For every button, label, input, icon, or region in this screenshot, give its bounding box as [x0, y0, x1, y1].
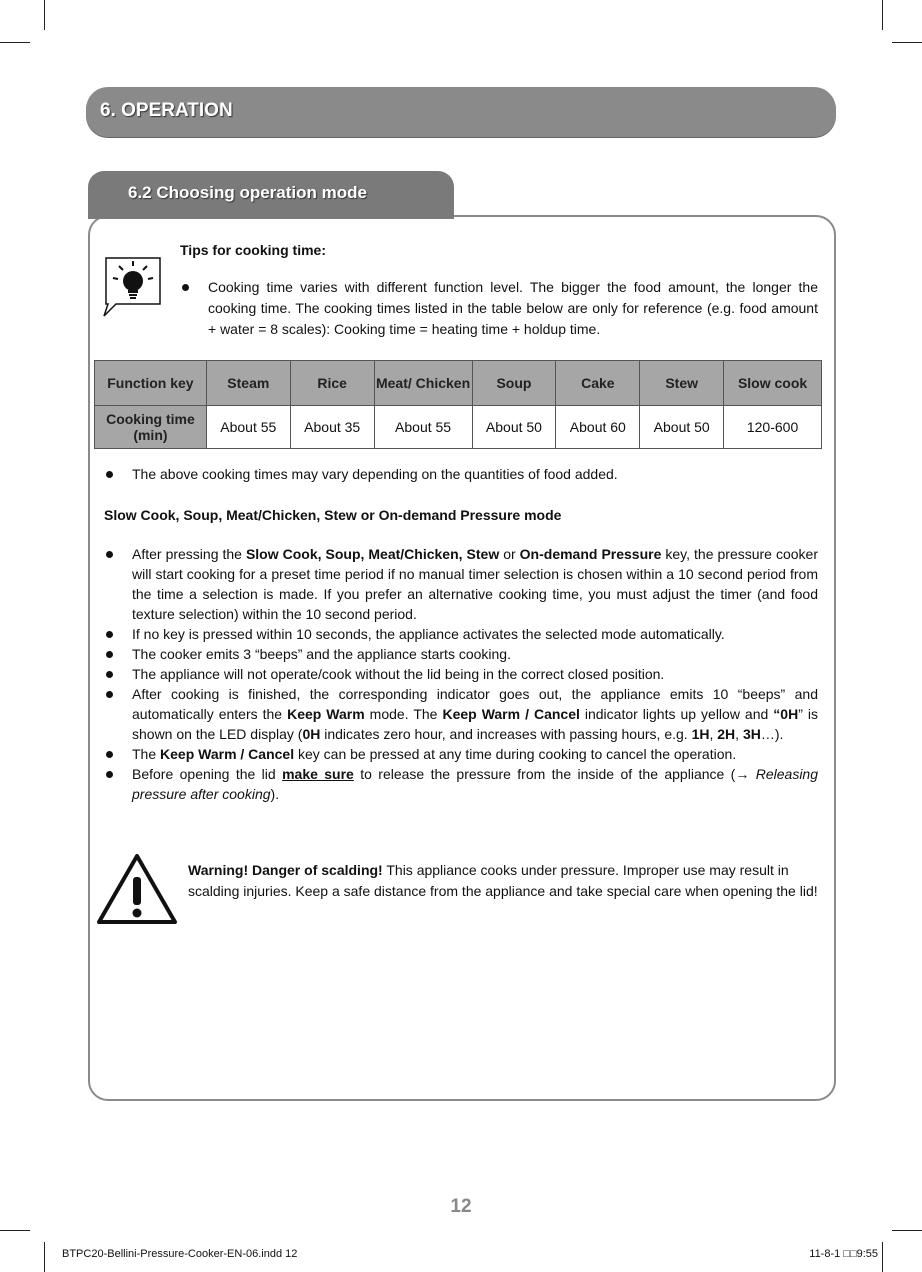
table-cell: About 55 — [206, 406, 290, 449]
list-item — [104, 664, 818, 684]
bold-text: 3H — [742, 726, 761, 742]
table-column-header: Stew — [640, 361, 724, 406]
table-header-row — [95, 361, 822, 406]
table-cell: About 50 — [472, 406, 556, 449]
tips-text: Cooking time varies with different function level. The bigger the food amount, the longer the cooking time. The cooking times listed in the table below are only for reference (e.g. food amount + water = 8 scales): Cooking time = heating time + holdup time. — [208, 279, 818, 337]
crop-mark — [882, 1242, 883, 1272]
text-run: The — [132, 746, 161, 762]
bold-text: Keep Warm — [287, 706, 365, 722]
text-run: After cooking is finished, the corresponding indicator goes out, the appliance emits 10 “beeps” and automatically enters the — [132, 686, 818, 722]
text-run: key can be pressed at any time during cooking to cancel the operation. — [294, 746, 737, 762]
table-column-header: Slow cook — [724, 361, 822, 406]
subsection-tab — [88, 171, 454, 219]
bullet-dot — [182, 284, 189, 291]
table-column-header: Soup — [472, 361, 556, 406]
text-run: …). — [760, 726, 784, 742]
page-number: 12 — [450, 1196, 472, 1217]
list-item — [104, 764, 818, 804]
underlined-text: make sure — [282, 766, 354, 782]
bullet-dot — [106, 691, 113, 698]
text-run: key, the pressure cooker will start cooking for a preset time period if no manual timer selection is chosen within a 10 second period from the time a selection is made. If you prefer an alternative cooking time, you must adjust the timer (and food texture selection) within the 10 second period. — [132, 546, 818, 622]
bullet-dot — [106, 771, 113, 778]
table-row-header: Function key — [95, 361, 207, 406]
warning-body: This appliance cooks under pressure. Improper use may result in scalding injuries. Keep a safe distance from the appliance and take special care when opening the lid! — [188, 862, 818, 899]
bold-text: Keep Warm / Cancel — [442, 706, 580, 722]
bold-text: 1H — [691, 726, 710, 742]
lightbulb-icon — [102, 254, 164, 320]
table-row-header: Cooking time (min) — [95, 406, 207, 449]
section-header-bar — [86, 87, 836, 137]
crop-mark — [44, 0, 45, 30]
table-column-header: Cake — [556, 361, 640, 406]
bold-text: Slow Cook, Soup, Meat/Chicken, Stew — [245, 546, 500, 562]
list-item — [104, 624, 818, 644]
crop-mark — [44, 1242, 45, 1272]
table-cell: 120-600 — [724, 406, 822, 449]
table-cell: About 60 — [556, 406, 640, 449]
text-run: After pressing the — [132, 546, 246, 562]
list-item — [104, 684, 818, 744]
table-cell: About 35 — [290, 406, 374, 449]
text-run: ” is shown on the LED display ( — [132, 706, 818, 742]
text-run: Before opening the lid — [132, 766, 283, 782]
warning-title: Warning! Danger of scalding! — [188, 862, 383, 878]
table-row — [95, 406, 822, 449]
note-text: The above cooking times may vary depending on the quantities of food added. — [132, 466, 618, 482]
bold-text: 2H — [717, 726, 736, 742]
bullet-list — [104, 544, 818, 804]
mode-heading: Slow Cook, Soup, Meat/Chicken, Stew or On-demand Pressure mode — [104, 507, 562, 523]
tips-title: Tips for cooking time: — [180, 242, 326, 258]
table-column-header: Rice — [290, 361, 374, 406]
warning-text — [188, 860, 820, 902]
text-run: or — [499, 546, 520, 562]
text-run: , — [735, 726, 743, 742]
footer-timestamp: 11-8-1 □□9:55 — [809, 1248, 878, 1260]
cooking-time-table — [94, 360, 822, 449]
list-item — [104, 744, 818, 764]
subsection-title: 6.2 Choosing operation mode — [128, 183, 367, 202]
table-cell: About 55 — [374, 406, 472, 449]
bullet-dot — [106, 651, 113, 658]
crop-mark — [882, 0, 883, 30]
table-cell: About 50 — [640, 406, 724, 449]
bold-text: 0H — [302, 726, 321, 742]
bullet-dot — [106, 631, 113, 638]
text-run: mode. The — [364, 706, 443, 722]
text-run: The appliance will not operate/cook without the lid being in the correct closed position. — [132, 666, 665, 682]
crop-mark — [892, 1230, 922, 1231]
text-run: , — [709, 726, 718, 742]
crop-mark — [0, 42, 30, 43]
table-column-header: Meat/ Chicken — [374, 361, 472, 406]
bullet-dot — [106, 551, 113, 558]
bullet-dot — [106, 751, 113, 758]
crop-mark — [892, 42, 922, 43]
bold-text: Keep Warm / Cancel — [160, 746, 295, 762]
warning-icon — [96, 853, 178, 925]
crop-mark — [0, 1230, 30, 1231]
table-column-header: Steam — [206, 361, 290, 406]
bullet-dot — [106, 671, 113, 678]
text-run: to release the pressure from the inside of the appliance (→ — [353, 766, 756, 782]
text-run: indicates zero hour, and increases with passing hours, e.g. — [320, 726, 692, 742]
italic-reference: Releasing pressure after cooking — [132, 766, 818, 802]
text-run: ). — [270, 786, 280, 802]
list-item — [104, 544, 818, 624]
text-run: If no key is pressed within 10 seconds, the appliance activates the selected mode automatically. — [132, 626, 725, 642]
bold-text: “0H — [773, 706, 799, 722]
section-title: 6. OPERATION — [100, 100, 233, 121]
list-item — [104, 644, 818, 664]
bullet-dot — [106, 471, 113, 478]
text-run: indicator lights up yellow and — [579, 706, 774, 722]
text-run: The cooker emits 3 “beeps” and the appliance starts cooking. — [132, 646, 511, 662]
footer-file-slug: BTPC20-Bellini-Pressure-Cooker-EN-06.indd 12 — [62, 1248, 298, 1260]
bold-text: On-demand Pressure — [519, 546, 662, 562]
